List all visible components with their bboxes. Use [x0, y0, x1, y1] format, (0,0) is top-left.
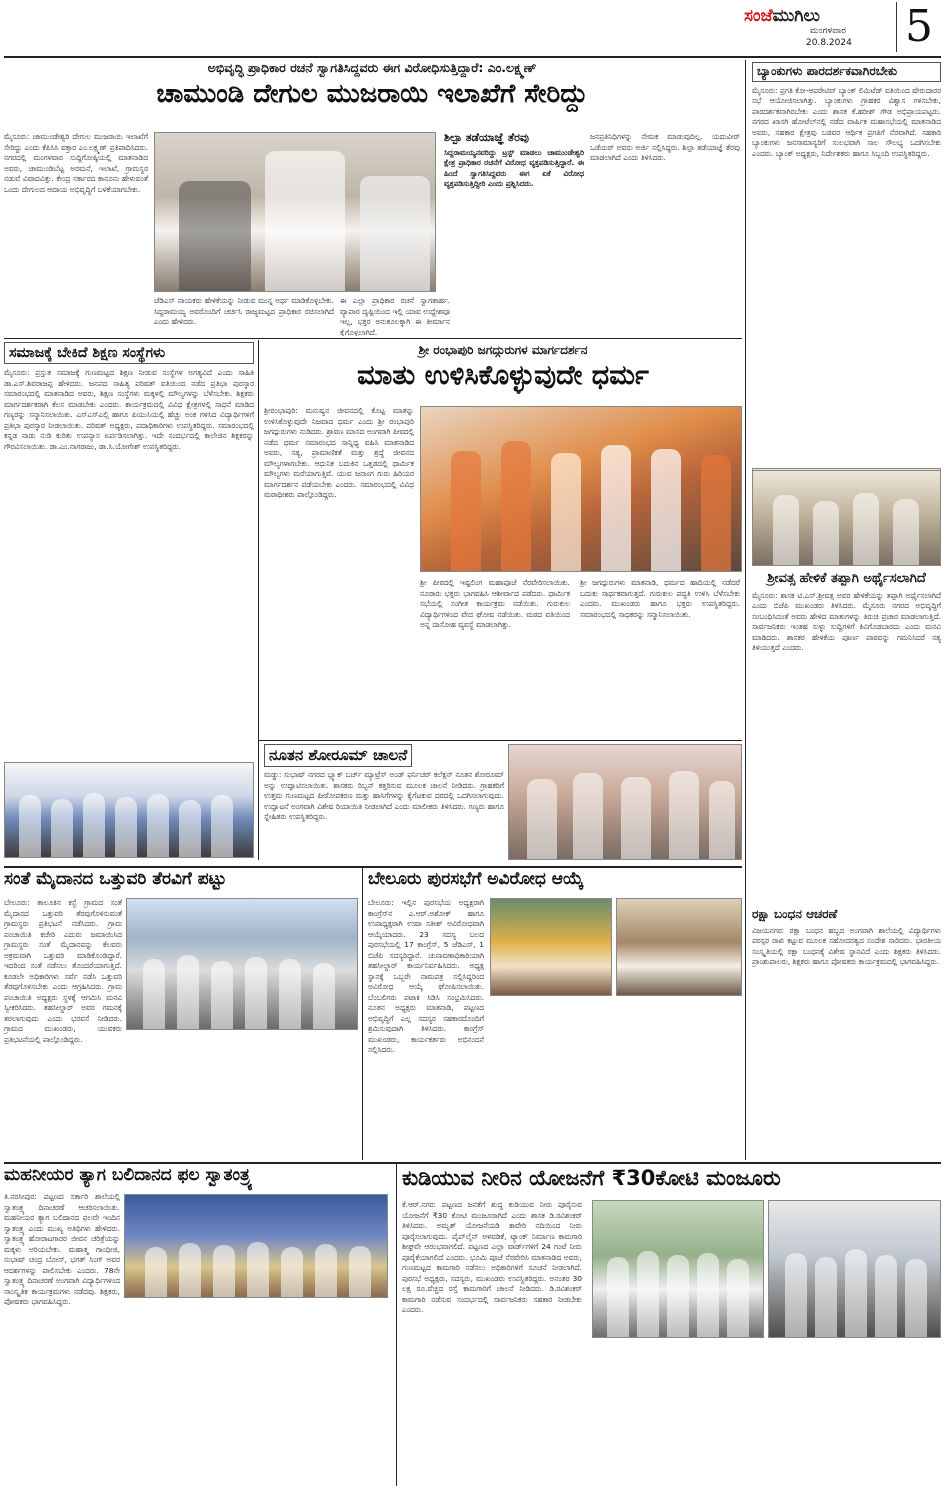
- water-photo-2: [768, 1200, 941, 1338]
- raksha-headline: ರಕ್ಷಾ ಬಂಧನ ಆಚರಣೆ: [752, 908, 838, 921]
- belur-headline: ಬೇಲೂರು ಪುರಸಭೆಗೆ ಅವಿರೋಧ ಆಯ್ಕೆ: [368, 870, 584, 889]
- belur-photo-1: [490, 898, 612, 996]
- raksha-story: [752, 908, 941, 1160]
- dharma-headline: ಮಾತು ಉಳಿಸಿಕೊಳ್ಳುವುದೇ ಧರ್ಮ: [357, 360, 649, 391]
- right-col-rule: [745, 60, 746, 1160]
- section-rule: [4, 1162, 941, 1164]
- dharma-photo: [420, 406, 742, 572]
- issue-date: 20.8.2024: [806, 38, 852, 48]
- showroom-body: ಮಡ್ಡು: ಸುಭಾಷ್ ನಗರದ ಬ್ಲ್ಯಾಕ್ ಬರ್ಚ್ ಮ್ಯಾಟ್ರೆಸ್ ಅಂಡ್ ಫರ್ನಿಚರ್ ಕಲೆಕ್ಷನ್ ನೂತನ ಶೋರೂಮ್ ಅನ್ನು ಉದ್ಘಾಟಿಸಲಾಯಿತು. ಶಾಸಕರು ರಿಬ್ಬನ್ ಕತ್ತರಿಸುವ ಮೂಲಕ ಚಾಲನೆ ನೀಡಿದರು. ಗ್ರಾಹಕರಿಗೆ ಉತ್ತಮ ಗುಣಮಟ್ಟದ ಪೀಠೋಪಕರಣ ಮತ್ತು ಹಾಸಿಗೆಗಳನ್ನು ಕೈಗೆಟಕುವ ದರದಲ್ಲಿ ಒದಗಿಸಲಾಗುವುದು. ಉದ್ಘಾಟನೆ ಅಂಗವಾಗಿ ವಿಶೇಷ ರಿಯಾಯಿತಿ ನೀಡಲಾಗಿದೆ ಎಂದು ಮಾಲೀಕರು ತಿಳಿಸಿದರು. ಗಣ್ಯರು ಹಾಗೂ ಸ್ನೇಹಿತರು ಉಪಸ್ಥಿತರಿದ್ದರು.: [264, 770, 504, 822]
- dharma-kicker: ಶ್ರೀ ರಂಭಾಪುರಿ ಜಗದ್ಗುರುಗಳ ಮಾರ್ಗದರ್ಶನ: [418, 343, 588, 357]
- col-rule: [396, 1164, 397, 1486]
- education-photo: [4, 762, 254, 858]
- lead-col2: ಜೆಡಿಎಸ್ ನಾಯಕರು ಹೇಳಿಕೆಯನ್ನು ನೀಡುವ ಮುನ್ನ ಅರ್ಥ ಮಾಡಿಕೊಳ್ಳಬೇಕು. ಸಿದ್ದರಾಮಯ್ಯ ಅವರೊಂದಿಗೆ ಚರ್ಚಿಸಿ ರಾಜ್ಯಮಟ್ಟದ ಪ್ರಾಧಿಕಾರ ರಚಿಸಲಾಗಿದೆ ಎಂದು ಹೇಳಿದರು.: [154, 296, 334, 326]
- page-number: 5: [896, 2, 933, 52]
- freedom-headline: ಮಹನೀಯರ ತ್ಯಾಗ ಬಲಿದಾನದ ಫಲ ಸ್ವಾತಂತ್ರ್ಯ: [4, 1166, 253, 1185]
- belur-photo-2: [616, 898, 742, 996]
- raksha-body: ವಿಜಯನಗರ: ರಕ್ಷಾ ಬಂಧನ ಹಬ್ಬದ ಅಂಗವಾಗಿ ಶಾಲೆಯಲ್ಲಿ ವಿದ್ಯಾರ್ಥಿಗಳು ಪರಸ್ಪರ ರಾಖಿ ಕಟ್ಟುವ ಮೂಲಕ ಸಹೋದರತ್ವದ ಸಂದೇಶ ಸಾರಿದರು. ಭಾರತೀಯ ಸಂಸ್ಕೃತಿಯಲ್ಲಿ ರಕ್ಷಾ ಬಂಧನಕ್ಕೆ ವಿಶೇಷ ಸ್ಥಾನವಿದೆ ಎಂದು ಶಿಕ್ಷಕರು ತಿಳಿಸಿದರು. ಪ್ರಾಂಶುಪಾಲರು, ಶಿಕ್ಷಕರು ಹಾಗೂ ಪೋಷಕರು ಕಾರ್ಯಕ್ರಮದಲ್ಲಿ ಭಾಗವಹಿಸಿದ್ದರು.: [752, 925, 941, 967]
- showroom-photo: [508, 744, 742, 860]
- santhe-photo: [126, 898, 358, 1030]
- srivatsa-body: ಮೈಸೂರು: ಶಾಸಕ ಟಿ.ಎಸ್.ಶ್ರೀವತ್ಸ ಅವರ ಹೇಳಿಕೆಯನ್ನು ತಪ್ಪಾಗಿ ಅರ್ಥೈಸಲಾಗಿದೆ ಎಂದು ಬಿಜೆಪಿ ಮುಖಂಡರು ತಿಳಿಸಿದರು. ಮೈಸೂರು ನಗರದ ಅಭಿವೃದ್ಧಿಗೆ ಸಂಬಂಧಿಸಿದಂತೆ ಅವರು ಹೇಳಿದ ಮಾತುಗಳನ್ನು ತಿರುಚಿ ಪ್ರಚಾರ ಮಾಡಲಾಗುತ್ತಿದೆ. ಸಾರ್ವಜನಿಕರು ಇಂತಹ ಸುಳ್ಳು ಸುದ್ದಿಗಳಿಗೆ ಕಿವಿಗೊಡಬಾರದು ಎಂದು ಮನವಿ ಮಾಡಿದರು. ಶಾಸಕರ ಹೇಳಿಕೆಯ ಪೂರ್ಣ ಪಾಠವನ್ನು ಗಮನಿಸಿದರೆ ಸತ್ಯ ತಿಳಿಯುತ್ತದೆ ಎಂದರು.: [752, 590, 941, 653]
- lead-kicker: ಅಭಿವೃದ್ಧಿ ಪ್ರಾಧಿಕಾರ ರಚನೆ ಸ್ವಾಗತಿಸಿದ್ದವರು ಈಗ ವಿರೋಧಿಸುತ್ತಿದ್ದಾರೆ: ಎಂ.ಲಕ್ಷ್ಮಣ್: [207, 60, 537, 75]
- lead-subtext: ಸಿದ್ದರಾಮಯ್ಯನವರಿದ್ದು ಟ್ರಸ್ಟ್ ಮಾಡಲು ಚಾಮುಂಡೇಶ್ವರಿ ಕ್ಷೇತ್ರ ಪ್ರಾಧಿಕಾರ ರಚನೆಗೆ ವಿರೋಧ ವ್ಯಕ್ತಪಡಿಸುತ್ತಿದ್ದಾರೆ. ಈ ಹಿಂದೆ ಸ್ವಾಗತಿಸಿದ್ದವರು ಈಗ ಏಕೆ ವಿರೋಧ ವ್ಯಕ್ತಪಡಿಸುತ್ತಿದ್ದೀರಿ ಎಂದು ಪ್ರಶ್ನಿಸಿದರು.: [444, 147, 584, 189]
- lead-photo: [154, 132, 436, 292]
- col-rule: [362, 868, 363, 1160]
- lead-col1: ಮೈಸೂರು: ಚಾಮುಂಡೇಶ್ವರಿ ದೇಗುಲ ಮುಜರಾಯಿ ಇಲಾಖೆಗೆ ಸೇರಿದ್ದು ಎಂದು ಕೆಪಿಸಿಸಿ ವಕ್ತಾರ ಎಂ.ಲಕ್ಷ್ಮಣ್ ಪ್ರತಿಪಾದಿಸಿದರು. ನಗರದಲ್ಲಿ ಮಂಗಳವಾರ ಸುದ್ದಿಗೋಷ್ಠಿಯಲ್ಲಿ ಮಾತನಾಡಿದ ಅವರು, ಚಾಮುಂಡಿಬೆಟ್ಟ ಅರಮನೆ, ಇಲಾಖೆ, ಗ್ರಾಮಸ್ಥರ ನಡುವೆ ವಿವಾದವಿತ್ತು. ಕೇಂದ್ರ ಸರ್ಕಾರದ ಕಾನೂನು ಹೇಳುವಂತೆ ಒಂದು ದೇಗುಲದ ಆದಾಯ ಅಭಿವೃದ್ಧಿಗೆ ಬಳಕೆಯಾಗಬೇಕು.: [4, 132, 148, 194]
- lead-subhead: ಶಿಲ್ಪಾ ತಡೆಯಾಜ್ಞೆ ತೆರವು: [444, 131, 529, 144]
- srivatsa-headline: ಶ್ರೀವತ್ಸ ಹೇಳಿಕೆ ತಪ್ಪಾಗಿ ಅರ್ಥೈಸಲಾಗಿದೆ: [767, 572, 926, 586]
- banks-body: ಮೈಸೂರು: ಪ್ರಗತಿ ಕೋ-ಆಪರೇಟಿವ್ ಬ್ಯಾಂಕ್ ಲಿಮಿಟೆಡ್ ವತಿಯಿಂದ ಷೇರುದಾರರ ಸಭೆ ಆಯೋಜಿಸಲಾಗಿತ್ತು. ಬ್ಯಾಂಕುಗಳು ಗ್ರಾಹಕರ ವಿಶ್ವಾಸ ಗಳಿಸಬೇಕು, ಪಾರದರ್ಶಕವಾಗಿರಬೇಕು ಎಂದು ಶಾಸಕ ಕೆ.ಹರೀಶ್ ಗೌಡ ಅಭಿಪ್ರಾಯಪಟ್ಟರು. ನಗರದ ಖಾಸಗಿ ಹೋಟೆಲ್‌ನಲ್ಲಿ ನಡೆದ ವಾರ್ಷಿಕ ಮಹಾಸಭೆಯಲ್ಲಿ ಮಾತನಾಡಿದ ಅವರು, ಸಹಕಾರ ಕ್ಷೇತ್ರವು ಬಡವರ ಆರ್ಥಿಕ ಪ್ರಗತಿಗೆ ನೆರವಾಗಿದೆ. ಸಹಕಾರಿ ಬ್ಯಾಂಕುಗಳು ಜನಸಾಮಾನ್ಯರಿಗೆ ಸುಲಭವಾಗಿ ಸಾಲ ಸೌಲಭ್ಯ ಒದಗಿಸಬೇಕು ಎಂದರು. ಬ್ಯಾಂಕ್ ಅಧ್ಯಕ್ಷರು, ನಿರ್ದೇಶಕರು ಹಾಗೂ ಸಿಬ್ಬಂದಿ ಉಪಸ್ಥಿತರಿದ್ದರು.: [752, 85, 941, 158]
- lead-col3: ಈ ಎಲ್ಲಾ ಪ್ರಾಧಿಕಾರ ರಚನೆ ಸ್ವಾಗತಾರ್ಹ. ವ್ಯಾಪಾರ ದೃಷ್ಟಿಯಿಂದ ಇಲ್ಲಿ ಯಾವ ಉದ್ದೇಶವೂ ಇಲ್ಲ, ಭಕ್ತರ ಅನುಕೂಲಕ್ಕಾಗಿ ಈ ತೀರ್ಮಾನ ಕೈಗೊಳ್ಳಲಾಗಿದೆ.: [340, 296, 450, 336]
- education-headline: ಸಮಾಜಕ್ಕೆ ಬೇಕಿದೆ ಶಿಕ್ಷಣ ಸಂಸ್ಥೆಗಳು: [4, 342, 254, 364]
- col-rule: [258, 340, 259, 860]
- section-rule: [4, 866, 742, 868]
- water-body: ಕೆ.ಆರ್.ನಗರ: ಪಟ್ಟಣದ ಜನತೆಗೆ ಶುದ್ಧ ಕುಡಿಯುವ ನೀರು ಪೂರೈಸುವ ಯೋಜನೆಗೆ ₹30 ಕೋಟಿ ಮಂಜೂರಾಗಿದೆ ಎಂದು ಶಾಸಕ ಡಿ.ರವಿಶಂಕರ್ ತಿಳಿಸಿದರು. ಅಮೃತ್ ಯೋಜನೆಯಡಿ ಕಾವೇರಿ ನದಿಯಿಂದ ನೀರು ಪೂರೈಸಲಾಗುವುದು. ಪೈಪ್‌ಲೈನ್ ಅಳವಡಿಕೆ, ಟ್ಯಾಂಕ್ ನಿರ್ಮಾಣ ಕಾಮಗಾರಿ ಶೀಘ್ರವೇ ಆರಂಭವಾಗಲಿದೆ. ಪಟ್ಟಣದ ಎಲ್ಲಾ ವಾರ್ಡ್‌ಗಳಿಗೆ 24 ಗಂಟೆ ನೀರು ಪೂರೈಕೆಯಾಗಲಿದೆ ಎಂದರು. ಭೂಮಿ ಪೂಜೆ ನೆರವೇರಿಸಿ ಮಾತನಾಡಿದ ಅವರು, ಗುಣಮಟ್ಟದ ಕಾಮಗಾರಿ ನಡೆಸಲು ಅಧಿಕಾರಿಗಳಿಗೆ ಸೂಚನೆ ನೀಡಲಾಗಿದೆ. ಪುರಸಭೆ ಅಧ್ಯಕ್ಷರು, ಸದಸ್ಯರು, ಮುಖಂಡರು ಉಪಸ್ಥಿತರಿದ್ದರು. ಅನಂತರ 30 ಲಕ್ಷ ರೂ.ವೆಚ್ಚದ ರಸ್ತೆ ಕಾಮಗಾರಿಗೆ ಚಾಲನೆ ನೀಡಿದರು. ಡಿ.ರವಿಶಂಕರ್ ಕಾಮಗಾರಿ ನಡೆಸುವ ಸಂದರ್ಭದಲ್ಲಿ ಸಾರ್ವಜನಿಕರು ಸಹಕಾರ ನೀಡಬೇಕು ಎಂದರು.: [402, 1200, 582, 1314]
- brand-part1: ಸಂಜೆ: [744, 6, 773, 26]
- freedom-photo: [124, 1194, 388, 1298]
- water-headline: ಕುಡಿಯುವ ನೀರಿನ ಯೋಜನೆಗೆ ₹30ಕೋಟಿ ಮಂಜೂರು: [402, 1166, 781, 1190]
- lead-sidebar: [444, 132, 584, 190]
- section-rule: [4, 338, 742, 339]
- srivatsa-story: [752, 572, 941, 902]
- banks-headline: ಬ್ಯಾಂಕುಗಳು ಪಾರದರ್ಶಕವಾಗಿರಬೇಕು: [752, 62, 941, 82]
- masthead-rule: [4, 56, 941, 58]
- showroom-headline: ನೂತನ ಶೋರೂಮ್ ಚಾಲನೆ: [264, 744, 412, 767]
- freedom-body: ತಿ.ನರಸೀಪುರ: ಪಟ್ಟಣದ ಸರ್ಕಾರಿ ಶಾಲೆಯಲ್ಲಿ ಸ್ವಾತಂತ್ರ್ಯ ದಿನಾಚರಣೆ ಆಚರಿಸಲಾಯಿತು. ಮಹನೀಯರ ತ್ಯಾಗ ಬಲಿದಾನದ ಫಲವೇ ಇಂದಿನ ಸ್ವಾತಂತ್ರ್ಯ ಎಂದು ಮುಖ್ಯ ಅತಿಥಿಗಳು ಹೇಳಿದರು. ಸ್ವಾತಂತ್ರ್ಯ ಹೋರಾಟಗಾರರ ಜೀವನ ಚರಿತ್ರೆಯನ್ನು ಮಕ್ಕಳು ಅರಿಯಬೇಕು. ಮಹಾತ್ಮ ಗಾಂಧೀಜಿ, ಸುಭಾಷ್ ಚಂದ್ರ ಬೋಸ್, ಭಗತ್ ಸಿಂಗ್ ಅವರ ಆದರ್ಶಗಳನ್ನು ಪಾಲಿಸಬೇಕು ಎಂದರು. 78ನೇ ಸ್ವಾತಂತ್ರ್ಯ ದಿನಾಚರಣೆ ಅಂಗವಾಗಿ ವಿದ್ಯಾರ್ಥಿಗಳಿಂದ ಸಾಂಸ್ಕೃತಿಕ ಕಾರ್ಯಕ್ರಮಗಳು ನಡೆದವು. ಶಿಕ್ಷಕರು, ಪೋಷಕರು ಭಾಗವಹಿಸಿದ್ದರು.: [4, 1192, 120, 1306]
- brand-part2: ಮುಗಿಲು: [772, 6, 820, 26]
- dharma-col1: ಶ್ರೀರಂಭಾಪುರಿ: ಮನುಷ್ಯನ ಜೀವನದಲ್ಲಿ ಕೊಟ್ಟ ಮಾತನ್ನು ಉಳಿಸಿಕೊಳ್ಳುವುದೇ ನಿಜವಾದ ಧರ್ಮ ಎಂದು ಶ್ರೀ ರಂಭಾಪುರಿ ಜಗದ್ಗುರುಗಳು ನುಡಿದರು. ಶ್ರಾವಣ ಮಾಸದ ಅಂಗವಾಗಿ ಪೀಠದಲ್ಲಿ ನಡೆದ ಧರ್ಮ ಸಮಾರಂಭದ ಸಾನ್ನಿಧ್ಯ ವಹಿಸಿ ಮಾತನಾಡಿದ ಅವರು, ಸತ್ಯ, ಪ್ರಾಮಾಣಿಕತೆ ಮತ್ತು ಶ್ರದ್ಧೆ ಜೀವನದ ಮೌಲ್ಯಗಳಾಗಬೇಕು. ಆಧುನಿಕ ಬದುಕಿನ ಒತ್ತಡದಲ್ಲಿ ಧಾರ್ಮಿಕ ಮೌಲ್ಯಗಳು ಮರೆಯಾಗುತ್ತಿವೆ. ಯುವ ಜನಾಂಗ ಗುರು ಹಿರಿಯರ ಮಾರ್ಗದರ್ಶನ ಪಡೆಯಬೇಕು ಎಂದರು. ಸಮಾರಂಭದಲ್ಲಿ ವಿವಿಧ ಮಠಾಧೀಶರು ಪಾಲ್ಗೊಂಡಿದ್ದರು.: [264, 406, 414, 499]
- masthead: [0, 0, 945, 56]
- brand-logo: [744, 6, 820, 26]
- belur-body: ಬೇಲೂರು: ಇಲ್ಲಿನ ಪುರಸಭೆಯ ಅಧ್ಯಕ್ಷರಾಗಿ ಕಾಂಗ್ರೆಸ್‌ನ ಎ.ಆರ್.ಅಶೋಕ್ ಹಾಗೂ ಉಪಾಧ್ಯಕ್ಷರಾಗಿ ಉಷಾ ಸತೀಶ್ ಅವಿರೋಧವಾಗಿ ಆಯ್ಕೆಯಾದರು. 23 ಸದಸ್ಯ ಬಲದ ಪುರಸಭೆಯಲ್ಲಿ 17 ಕಾಂಗ್ರೆಸ್, 5 ಜೆಡಿಎಸ್, 1 ಬಿಜೆಪಿ ಸದಸ್ಯರಿದ್ದಾರೆ. ಚುನಾವಣಾಧಿಕಾರಿಯಾಗಿ ತಹಸೀಲ್ದಾರ್ ಕಾರ್ಯನಿರ್ವಹಿಸಿದರು. ಅಧ್ಯಕ್ಷ ಸ್ಥಾನಕ್ಕೆ ಒಬ್ಬರೇ ನಾಮಪತ್ರ ಸಲ್ಲಿಸಿದ್ದರಿಂದ ಅವಿರೋಧ ಆಯ್ಕೆ ಘೋಷಿಸಲಾಯಿತು. ಬೆಂಬಲಿಗರು ಪಟಾಕಿ ಸಿಡಿಸಿ ಸಂಭ್ರಮಿಸಿದರು. ನೂತನ ಅಧ್ಯಕ್ಷರು ಮಾತನಾಡಿ, ಪಟ್ಟಣದ ಅಭಿವೃದ್ಧಿಗೆ ಎಲ್ಲ ಸದಸ್ಯರ ಸಹಕಾರದೊಂದಿಗೆ ಶ್ರಮಿಸುವುದಾಗಿ ತಿಳಿಸಿದರು. ಕಾಂಗ್ರೆಸ್ ಮುಖಂಡರು, ಕಾರ್ಯಕರ್ತರು ಅಭಿನಂದನೆ ಸಲ್ಲಿಸಿದರು.: [368, 898, 484, 1054]
- dharma-col2: ಶ್ರೀ ಪೀಠದಲ್ಲಿ ಇಷ್ಟಲಿಂಗ ಮಹಾಪೂಜೆ ನೆರವೇರಿಸಲಾಯಿತು. ನೂರಾರು ಭಕ್ತರು ಭಾಗವಹಿಸಿ ಆಶೀರ್ವಾದ ಪಡೆದರು. ಧಾರ್ಮಿಕ ಸಭೆಯಲ್ಲಿ ಸಂಗೀತ ಕಾರ್ಯಕ್ರಮ ನಡೆಯಿತು. ಗುರುಕುಲ ವಿದ್ಯಾರ್ಥಿಗಳಿಂದ ವೇದ ಘೋಷ ನಡೆಯಿತು. ಮಠದ ವತಿಯಿಂದ ಅನ್ನ ದಾಸೋಹ ವ್ಯವಸ್ಥೆ ಮಾಡಲಾಗಿತ್ತು.: [420, 578, 570, 629]
- lead-col4: ಜನಪ್ರತಿನಿಧಿಗಳನ್ನು ನೇಮಕ ಮಾಡುವುದಿಲ್ಲ. ಯದುವೀರ್ ಒಡೆಯರ್ ಅವರು ಅರ್ಜಿ ಸಲ್ಲಿಸಿದ್ದರು. ಶಿಲ್ಪಾ ತಡೆಯಾಜ್ಞೆ ತೆರವು ಮಾಡಲಾಗಿದೆ ಎಂದು ತಿಳಿಸಿದರು.: [590, 132, 740, 162]
- issue-day: ಮಂಗಳವಾರ: [810, 26, 847, 36]
- water-photo-1: [592, 1200, 764, 1338]
- dharma-col3: ಶ್ರೀ ಜಗದ್ಗುರುಗಳು ಮಾತನಾಡಿ, ಧರ್ಮದ ಹಾದಿಯಲ್ಲಿ ನಡೆದರೆ ಬದುಕು ಸಾರ್ಥಕವಾಗುತ್ತದೆ. ಗುರುಕುಲ ಪದ್ಧತಿ ಉಳಿಸಿ ಬೆಳೆಸಬೇಕು ಎಂದರು. ಮುಖಂಡರು ಹಾಗೂ ಭಕ್ತರು ಉಪಸ್ಥಿತರಿದ್ದರು. ಸಮಾರಂಭದಲ್ಲಿ ಸಾಧಕರನ್ನು ಸನ್ಮಾನಿಸಲಾಯಿತು.: [580, 578, 740, 619]
- lead-story: [4, 60, 740, 336]
- section-rule: [258, 740, 742, 741]
- santhe-headline: ಸಂತೆ ಮೈದಾನದ ಒತ್ತುವರಿ ತೆರವಿಗೆ ಪಟ್ಟು: [4, 870, 227, 889]
- banks-story: [752, 62, 941, 470]
- santhe-body: ಬೇಲೂರು: ತಾಲೂಕಿನ ಕಸ್ಬೆ ಗ್ರಾಮದ ಸಂತೆ ಮೈದಾನದ ಒತ್ತುವರಿ ತೆರವುಗೊಳಿಸುವಂತೆ ಗ್ರಾಮಸ್ಥರು ಪ್ರತಿಭಟನೆ ನಡೆಸಿದರು. ಗ್ರಾಮ ಪಂಚಾಯಿತಿ ಕಚೇರಿ ಎದುರು ಜಮಾಯಿಸಿದ ಗ್ರಾಮಸ್ಥರು ಸಂತೆ ಮೈದಾನವನ್ನು ಕೆಲವರು ಅಕ್ರಮವಾಗಿ ಒತ್ತುವರಿ ಮಾಡಿಕೊಂಡಿದ್ದಾರೆ. ಇದರಿಂದ ಸಂತೆ ನಡೆಸಲು ತೊಂದರೆಯಾಗುತ್ತಿದೆ. ಕೂಡಲೇ ಅಧಿಕಾರಿಗಳು ಸರ್ವೆ ನಡೆಸಿ ಒತ್ತುವರಿ ತೆರವುಗೊಳಿಸಬೇಕು ಎಂದು ಆಗ್ರಹಿಸಿದರು. ಗ್ರಾಮ ಪಂಚಾಯಿತಿ ಅಧ್ಯಕ್ಷರು ಸ್ಥಳಕ್ಕೆ ಆಗಮಿಸಿ ಮನವಿ ಸ್ವೀಕರಿಸಿದರು. ತಹಸೀಲ್ದಾರ್ ಅವರ ಗಮನಕ್ಕೆ ತರಲಾಗುವುದು ಎಂದು ಭರವಸೆ ನೀಡಿದರು. ಗ್ರಾಮದ ಮುಖಂಡರು, ಯುವಕರು ಪ್ರತಿಭಟನೆಯಲ್ಲಿ ಪಾಲ್ಗೊಂಡಿದ್ದರು.: [4, 898, 122, 1044]
- education-body: ಮೈಸೂರು: ಪ್ರಸ್ತುತ ಸಮಾಜಕ್ಕೆ ಗುಣಮಟ್ಟದ ಶಿಕ್ಷಣ ನೀಡುವ ಸಂಸ್ಥೆಗಳ ಅಗತ್ಯವಿದೆ ಎಂದು ಸಾಹಿತಿ ಡಾ.ಎಸ್.ಶಿವರಾಜಪ್ಪ ಹೇಳಿದರು. ಜನಪದ ಸಾಹಿತ್ಯ ಪರಿಷತ್ ವತಿಯಿಂದ ನಡೆದ ಪ್ರತಿಭಾ ಪುರಸ್ಕಾರ ಸಮಾರಂಭದಲ್ಲಿ ಮಾತನಾಡಿದ ಅವರು, ಶಿಕ್ಷಣ ಸಂಸ್ಥೆಗಳು ಮಕ್ಕಳಲ್ಲಿ ಮೌಲ್ಯಗಳನ್ನು ಬೆಳೆಸಬೇಕು. ಶಿಕ್ಷಕರು ಮಾರ್ಗದರ್ಶಕರಾಗಿ ಕೆಲಸ ಮಾಡಬೇಕು ಎಂದರು. ಕಾರ್ಯಕ್ರಮದಲ್ಲಿ ವಿವಿಧ ಕ್ಷೇತ್ರಗಳಲ್ಲಿ ಸಾಧನೆ ಮಾಡಿದ ಗಣ್ಯರನ್ನು ಸನ್ಮಾನಿಸಲಾಯಿತು. ಎಸ್ಎಸ್ಎಲ್ಸಿ ಹಾಗೂ ಪಿಯುಸಿಯಲ್ಲಿ ಹೆಚ್ಚು ಅಂಕ ಗಳಿಸಿದ ವಿದ್ಯಾರ್ಥಿಗಳಿಗೆ ಪ್ರತಿಭಾ ಪುರಸ್ಕಾರ ನೀಡಲಾಯಿತು. ಪರಿಷತ್ ಅಧ್ಯಕ್ಷರು, ಪದಾಧಿಕಾರಿಗಳು ಉಪಸ್ಥಿತರಿದ್ದರು. ಸಮಾರಂಭದಲ್ಲಿ ಕನ್ನಡ ನಾಡು ನುಡಿ ಕುರಿತು ಉಪನ್ಯಾಸ ಏರ್ಪಡಿಸಲಾಗಿತ್ತು. ಇದೇ ಸಂದರ್ಭದಲ್ಲಿ ಕಾಲೇಜಿನ ಶಿಕ್ಷಕರನ್ನು ಗೌರವಿಸಲಾಯಿತು. ಡಾ.ಎಂ.ನಾಗರಾಜು, ಡಾ.ಸಿ.ಯೋಗೇಶ್ ಉಪಸ್ಥಿತರಿದ್ದರು.: [4, 368, 254, 451]
- lead-headline: ಚಾಮುಂಡಿ ದೇಗುಲ ಮುಜರಾಯಿ ಇಲಾಖೆಗೆ ಸೇರಿದ್ದು: [156, 79, 588, 109]
- banks-photo: [752, 470, 941, 566]
